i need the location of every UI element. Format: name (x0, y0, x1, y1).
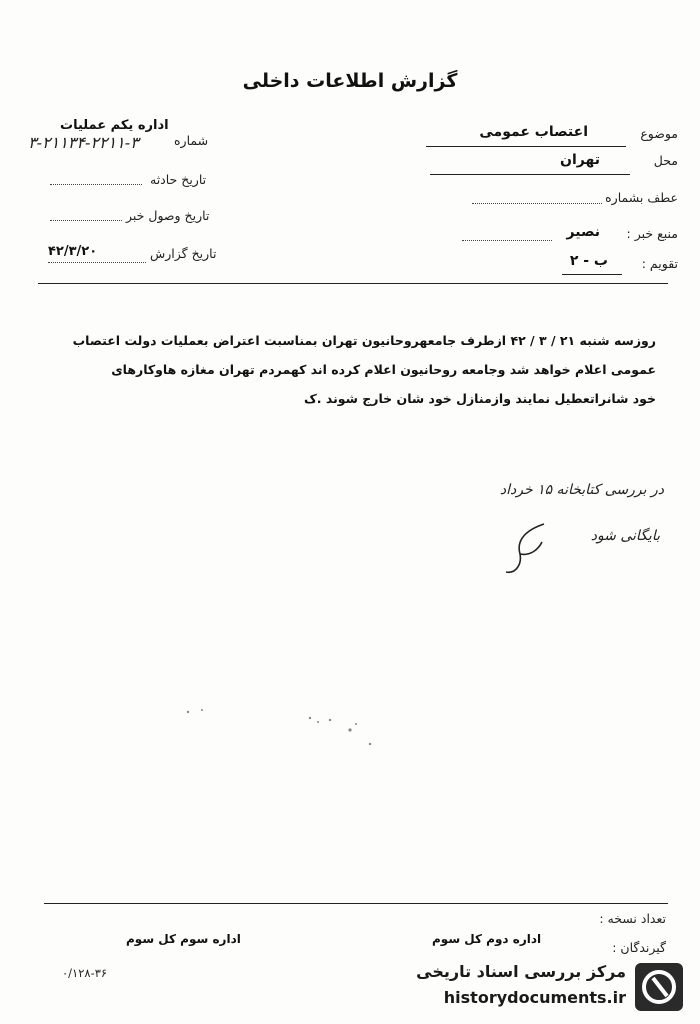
copies-label: تعداد نسخه : (599, 911, 666, 926)
dept-third-stamp: اداره سوم کل سوم (126, 932, 241, 946)
body-line-2: عمومی اعلام خواهد شد وجامعه روحانیون اعلام کرده اند کهمردم تهران مغازه هاوکارهای (111, 362, 656, 377)
rating-underline (562, 274, 622, 275)
rating-label: تقویم : (641, 256, 678, 271)
report-date-dots (48, 262, 146, 263)
watermark-text-fa: مرکز بررسی اسناد تاریخی (416, 962, 626, 981)
footer-divider (44, 903, 668, 904)
source-value: نصیر (566, 224, 600, 240)
subject-label: موضوع (640, 126, 678, 141)
number-label: شماره (174, 133, 209, 148)
watermark-text-en: historydocuments.ir (443, 988, 626, 1007)
source-label: منبع خبر : (626, 226, 678, 241)
document-title: گزارش اطلاعات داخلی (242, 70, 458, 92)
handwritten-note-1: در بررسی کتابخانه ۱۵ خرداد (499, 482, 664, 498)
body-line-3: خود شانراتعطیل نمایند وازمنازل خود شان خارج شوند .ک (303, 391, 656, 406)
incident-date-dots (50, 184, 142, 185)
subject-value: اعتصاب عمومی (479, 124, 588, 140)
recipients-label: گیرندگان : (612, 940, 666, 955)
received-date-dots (50, 220, 122, 221)
dept-second-stamp: اداره دوم کل سوم (432, 932, 542, 946)
source-dots (462, 240, 552, 241)
body-line-1: روزسه شنبه ۲۱ / ۳ / ۴۲ ازطرف جامعهروحانیون تهران بمناسبت اعتراض بعملیات دولت اعتصاب (72, 333, 656, 348)
form-number: ۰/۱۲۸-۳۶ (62, 966, 108, 980)
header-divider (38, 283, 668, 284)
rating-value: ب - ۲ (569, 253, 608, 269)
number-value: ۳-۲۱۱۳۴-۲۲۱۱-۳ (28, 133, 139, 152)
department-handwritten: اداره یکم عملیات (60, 118, 169, 133)
watermark-logo (410, 962, 684, 1014)
handwritten-note-2: بایگانی شود (590, 528, 660, 544)
location-value: تهران (560, 152, 600, 168)
subject-underline (426, 146, 626, 147)
report-date-value: ۴۲/۳/۲۰ (48, 244, 98, 259)
received-date-label: تاریخ وصول خبر (126, 208, 210, 223)
reference-label: عطف بشماره (605, 190, 678, 205)
report-body (34, 326, 656, 413)
handwritten-signature (486, 520, 556, 580)
report-date-label: تاریخ گزارش (150, 246, 217, 261)
incident-date-label: تاریخ حادثه (150, 172, 207, 187)
logo-emblem-icon (634, 962, 684, 1016)
reference-dots (472, 203, 602, 204)
faint-marks (180, 700, 380, 750)
location-underline (430, 174, 630, 175)
location-label: محل (653, 153, 678, 168)
